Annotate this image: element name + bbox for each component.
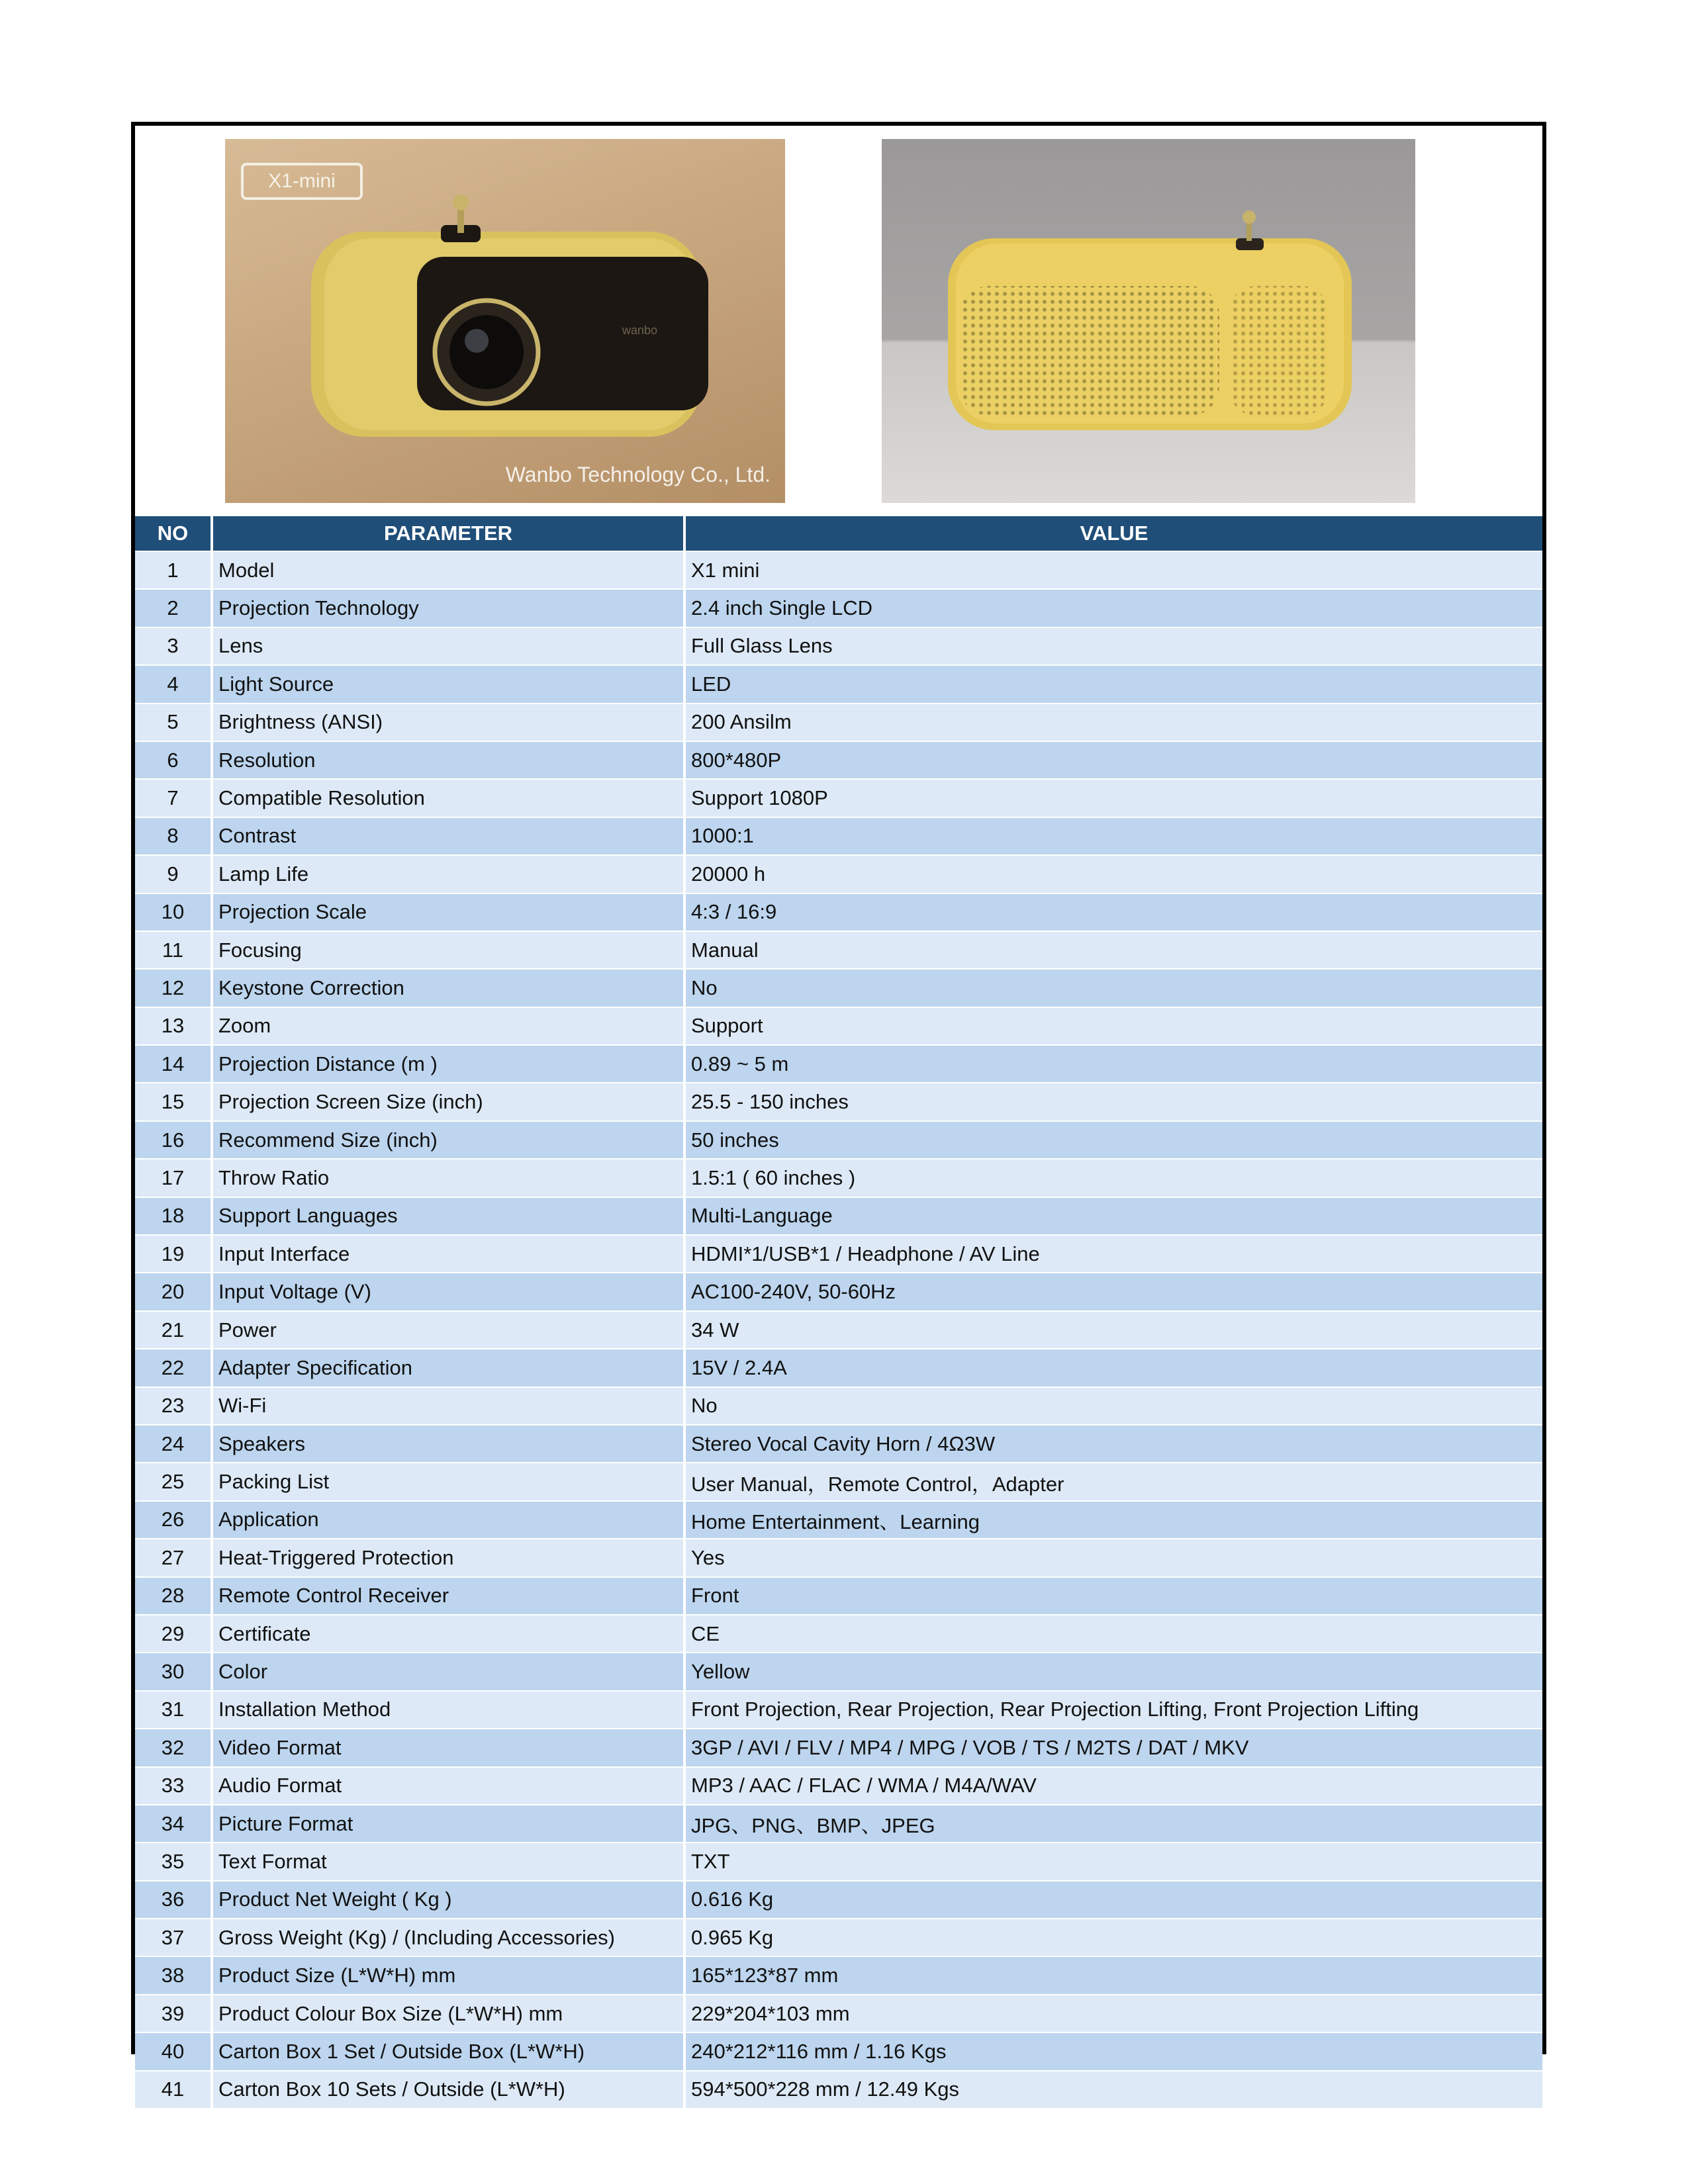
value-cell: 34 W [684, 1311, 1542, 1349]
table-row [135, 931, 1542, 969]
parameter-cell: Picture Format [212, 1805, 684, 1843]
row-number: 25 [135, 1463, 212, 1500]
table-row [135, 551, 1542, 589]
table-row [135, 627, 1542, 665]
parameter-cell: Brightness (ANSI) [212, 704, 684, 741]
value-cell: 2.4 inch Single LCD [684, 589, 1542, 627]
value-cell: No [684, 1387, 1542, 1425]
table-row [135, 1653, 1542, 1690]
row-number: 39 [135, 1995, 212, 2032]
value-cell: Support 1080P [684, 779, 1542, 817]
value-cell: HDMI*1/USB*1 / Headphone / AV Line [684, 1235, 1542, 1273]
value-cell: Support [684, 1007, 1542, 1045]
row-number: 21 [135, 1311, 212, 1349]
brand-logo-text: wanbo [622, 324, 658, 337]
table-row [135, 1767, 1542, 1805]
parameter-cell: Projection Distance (m ) [212, 1045, 684, 1083]
row-number: 1 [135, 551, 212, 589]
parameter-cell: Remote Control Receiver [212, 1577, 684, 1615]
value-cell: Multi-Language [684, 1197, 1542, 1235]
value-cell: 4:3 / 16:9 [684, 893, 1542, 931]
parameter-cell: Text Format [212, 1843, 684, 1880]
parameter-cell: Zoom [212, 1007, 684, 1045]
table-row [135, 1615, 1542, 1653]
parameter-cell: Projection Technology [212, 589, 684, 627]
row-number: 28 [135, 1577, 212, 1615]
spec-table [135, 516, 1542, 2108]
parameter-cell: Focusing [212, 931, 684, 969]
value-cell: 240*212*116 mm / 1.16 Kgs [684, 2032, 1542, 2070]
row-number: 33 [135, 1767, 212, 1805]
parameter-cell: Installation Method [212, 1691, 684, 1729]
value-cell: Stereo Vocal Cavity Horn / 4Ω3W [684, 1425, 1542, 1463]
parameter-cell: Throw Ratio [212, 1159, 684, 1197]
table-row [135, 2032, 1542, 2070]
value-cell: TXT [684, 1843, 1542, 1880]
parameter-cell: Color [212, 1653, 684, 1690]
value-cell: 25.5 - 150 inches [684, 1083, 1542, 1120]
value-cell: Yes [684, 1539, 1542, 1576]
value-cell: JPG、PNG、BMP、JPEG [684, 1805, 1542, 1843]
parameter-cell: Product Colour Box Size (L*W*H) mm [212, 1995, 684, 2032]
row-number: 13 [135, 1007, 212, 1045]
parameter-cell: Light Source [212, 665, 684, 703]
row-number: 31 [135, 1691, 212, 1729]
row-number: 35 [135, 1843, 212, 1880]
row-number: 22 [135, 1349, 212, 1387]
value-cell: Yellow [684, 1653, 1542, 1690]
value-cell: 50 inches [684, 1121, 1542, 1159]
parameter-cell: Product Net Weight ( Kg ) [212, 1881, 684, 1919]
projector-rear-illustration [882, 139, 1415, 503]
parameter-cell: Lamp Life [212, 855, 684, 893]
parameter-cell: Input Voltage (V) [212, 1273, 684, 1310]
header-parameter: PARAMETER [212, 516, 684, 551]
table-row [135, 1881, 1542, 1919]
parameter-cell: Carton Box 10 Sets / Outside (L*W*H) [212, 2071, 684, 2108]
parameter-cell: Heat-Triggered Protection [212, 1539, 684, 1576]
row-number: 34 [135, 1805, 212, 1843]
table-row [135, 969, 1542, 1007]
row-number: 5 [135, 704, 212, 741]
table-row [135, 1729, 1542, 1766]
table-row [135, 1197, 1542, 1235]
row-number: 36 [135, 1881, 212, 1919]
table-row [135, 1995, 1542, 2032]
row-number: 37 [135, 1919, 212, 1956]
row-number: 15 [135, 1083, 212, 1120]
model-tag: X1-mini [241, 163, 363, 200]
value-cell: 165*123*87 mm [684, 1956, 1542, 1994]
parameter-cell: Audio Format [212, 1767, 684, 1805]
table-row [135, 1045, 1542, 1083]
row-number: 16 [135, 1121, 212, 1159]
parameter-cell: Application [212, 1501, 684, 1539]
row-number: 6 [135, 741, 212, 779]
parameter-cell: Packing List [212, 1463, 684, 1500]
table-row [135, 2071, 1542, 2108]
table-row [135, 1273, 1542, 1310]
row-number: 38 [135, 1956, 212, 1994]
parameter-cell: Projection Screen Size (inch) [212, 1083, 684, 1120]
parameter-cell: Recommend Size (inch) [212, 1121, 684, 1159]
value-cell: User Manual，Remote Control，Adapter [684, 1463, 1542, 1500]
table-row [135, 704, 1542, 741]
table-row [135, 589, 1542, 627]
value-cell: AC100-240V, 50-60Hz [684, 1273, 1542, 1310]
row-number: 26 [135, 1501, 212, 1539]
parameter-cell: Adapter Specification [212, 1349, 684, 1387]
row-number: 27 [135, 1539, 212, 1576]
parameter-cell: Compatible Resolution [212, 779, 684, 817]
row-number: 18 [135, 1197, 212, 1235]
row-number: 12 [135, 969, 212, 1007]
table-row [135, 1501, 1542, 1539]
parameter-cell: Carton Box 1 Set / Outside Box (L*W*H) [212, 2032, 684, 2070]
row-number: 8 [135, 817, 212, 855]
value-cell: 1000:1 [684, 817, 1542, 855]
product-photos [135, 126, 1542, 522]
value-cell: 800*480P [684, 741, 1542, 779]
row-number: 40 [135, 2032, 212, 2070]
value-cell: 3GP / AVI / FLV / MP4 / MPG / VOB / TS / M2TS / DAT / MKV [684, 1729, 1542, 1766]
value-cell: Front [684, 1577, 1542, 1615]
value-cell: No [684, 969, 1542, 1007]
header-value: VALUE [684, 516, 1542, 551]
parameter-cell: Video Format [212, 1729, 684, 1766]
value-cell: Home Entertainment、Learning [684, 1501, 1542, 1539]
table-row [135, 1349, 1542, 1387]
value-cell: 200 Ansilm [684, 704, 1542, 741]
table-row [135, 1919, 1542, 1956]
value-cell: 15V / 2.4A [684, 1349, 1542, 1387]
table-row [135, 1235, 1542, 1273]
table-row [135, 1539, 1542, 1576]
parameter-cell: Keystone Correction [212, 969, 684, 1007]
value-cell: 0.616 Kg [684, 1881, 1542, 1919]
row-number: 7 [135, 779, 212, 817]
watermark-text: Wanbo Technology Co., Ltd. [505, 463, 771, 486]
table-row [135, 1425, 1542, 1463]
row-number: 29 [135, 1615, 212, 1653]
table-row [135, 741, 1542, 779]
row-number: 17 [135, 1159, 212, 1197]
projector-rear-photo [882, 139, 1415, 503]
parameter-cell: Gross Weight (Kg) / (Including Accessories) [212, 1919, 684, 1956]
table-row [135, 1956, 1542, 1994]
value-cell: X1 mini [684, 551, 1542, 589]
spec-sheet [131, 122, 1546, 2101]
parameter-cell: Resolution [212, 741, 684, 779]
value-cell: LED [684, 665, 1542, 703]
parameter-cell: Lens [212, 627, 684, 665]
table-row [135, 1159, 1542, 1197]
value-cell: 594*500*228 mm / 12.49 Kgs [684, 2071, 1542, 2108]
header-no: NO [135, 516, 212, 551]
parameter-cell: Support Languages [212, 1197, 684, 1235]
table-row [135, 665, 1542, 703]
parameter-cell: Contrast [212, 817, 684, 855]
value-cell: 229*204*103 mm [684, 1995, 1542, 2032]
table-row [135, 1387, 1542, 1425]
parameter-cell: Projection Scale [212, 893, 684, 931]
row-number: 2 [135, 589, 212, 627]
value-cell: 1.5:1 ( 60 inches ) [684, 1159, 1542, 1197]
table-row [135, 1311, 1542, 1349]
table-row [135, 893, 1542, 931]
value-cell: Full Glass Lens [684, 627, 1542, 665]
projector-front-photo [225, 139, 785, 503]
row-number: 32 [135, 1729, 212, 1766]
row-number: 20 [135, 1273, 212, 1310]
row-number: 4 [135, 665, 212, 703]
table-row [135, 1083, 1542, 1120]
table-row [135, 1463, 1542, 1500]
value-cell: 20000 h [684, 855, 1542, 893]
value-cell: 0.965 Kg [684, 1919, 1542, 1956]
value-cell: MP3 / AAC / FLAC / WMA / M4A/WAV [684, 1767, 1542, 1805]
row-number: 14 [135, 1045, 212, 1083]
parameter-cell: Input Interface [212, 1235, 684, 1273]
row-number: 10 [135, 893, 212, 931]
row-number: 3 [135, 627, 212, 665]
table-row [135, 1691, 1542, 1729]
table-row [135, 1007, 1542, 1045]
row-number: 23 [135, 1387, 212, 1425]
table-row [135, 1805, 1542, 1843]
row-number: 19 [135, 1235, 212, 1273]
row-number: 30 [135, 1653, 212, 1690]
value-cell: 0.89 ~ 5 m [684, 1045, 1542, 1083]
value-cell: CE [684, 1615, 1542, 1653]
parameter-cell: Power [212, 1311, 684, 1349]
table-header-row [135, 516, 1542, 551]
row-number: 24 [135, 1425, 212, 1463]
parameter-cell: Certificate [212, 1615, 684, 1653]
table-row [135, 779, 1542, 817]
parameter-cell: Model [212, 551, 684, 589]
parameter-cell: Wi-Fi [212, 1387, 684, 1425]
row-number: 11 [135, 931, 212, 969]
row-number: 9 [135, 855, 212, 893]
parameter-cell: Product Size (L*W*H) mm [212, 1956, 684, 1994]
table-row [135, 855, 1542, 893]
parameter-cell: Speakers [212, 1425, 684, 1463]
table-row [135, 1843, 1542, 1880]
value-cell: Front Projection, Rear Projection, Rear Projection Lifting, Front Projection Lifting [684, 1691, 1542, 1729]
row-number: 41 [135, 2071, 212, 2108]
table-row [135, 1121, 1542, 1159]
table-row [135, 1577, 1542, 1615]
table-row [135, 817, 1542, 855]
value-cell: Manual [684, 931, 1542, 969]
